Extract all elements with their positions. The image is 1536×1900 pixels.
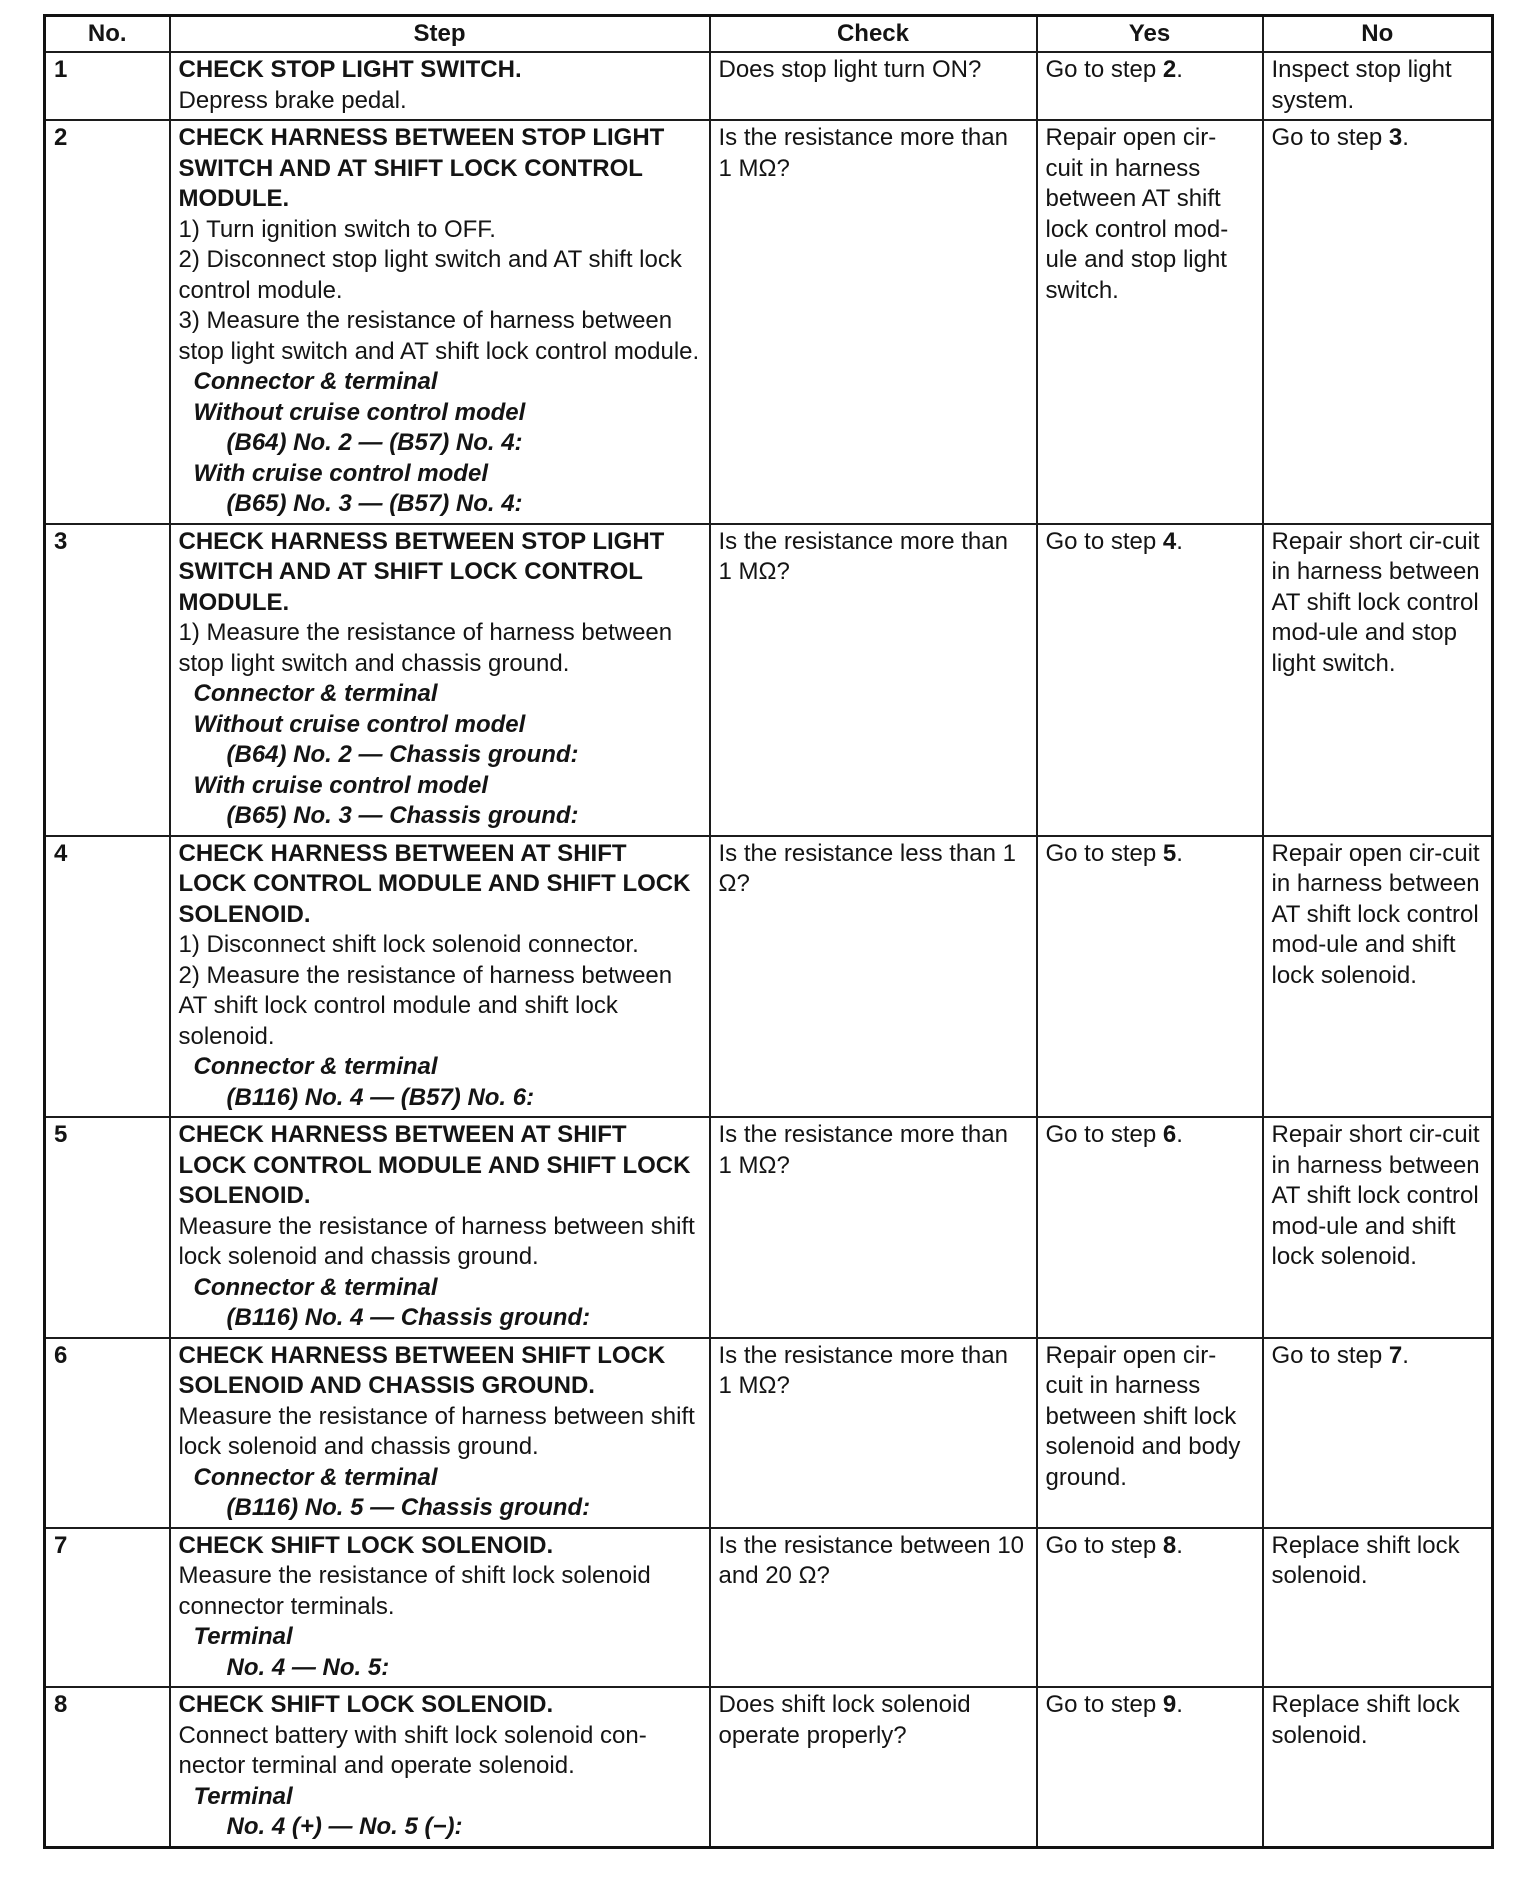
no-cell-text: Repair short cir-cuit in harness between AT shift lock control mod-ule and stop light switch. (1271, 527, 1480, 677)
step-title: CHECK HARNESS BETWEEN SHIFT LOCK SOLENOID AND CHASSIS GROUND. (178, 1341, 666, 1399)
step-instruction: 1) Measure the resistance of harness between stop light switch and chassis ground. (178, 619, 673, 677)
goto-step-number: 8 (1162, 1531, 1177, 1559)
no-cell-text: Go to step (1271, 1341, 1389, 1369)
no-cell (1263, 1528, 1493, 1688)
goto-suffix: . (1176, 1691, 1183, 1718)
step-number: 5 (45, 1117, 170, 1338)
step-number: 3 (45, 524, 170, 836)
connector-terminal-line: Connector & terminal (193, 1463, 438, 1491)
check-cell: Does shift lock solenoid operate properly? (710, 1687, 1037, 1847)
connector-terminal-line: Connector & terminal (193, 368, 438, 395)
step-instruction: Measure the resistance of shift lock solenoid connector terminals. (178, 1562, 651, 1620)
yes-cell-text: Go to step (1045, 1691, 1163, 1718)
yes-cell (1037, 1687, 1263, 1847)
no-cell-text: Replace shift lock solenoid. (1271, 1691, 1460, 1749)
connector-terminal-line: (B65) No. 3 — Chassis ground: (226, 802, 579, 829)
no-cell-text: Inspect stop light system. (1271, 56, 1452, 114)
goto-step-number: 3 (1388, 124, 1403, 151)
yes-cell (1037, 1528, 1263, 1688)
header-no-result: No (1263, 16, 1493, 53)
connector-terminal-line: (B116) No. 5 — Chassis ground: (226, 1494, 591, 1521)
yes-cell (1037, 1117, 1263, 1338)
step-title: CHECK HARNESS BETWEEN AT SHIFT LOCK CONTROL MODULE AND SHIFT LOCK SOLENOID. (178, 839, 691, 928)
connector-terminal-line: (B65) No. 3 — (B57) No. 4: (226, 490, 523, 517)
connector-terminal-line: No. 4 (+) — No. 5 (−): (226, 1813, 463, 1840)
step-title: CHECK HARNESS BETWEEN STOP LIGHT SWITCH AND AT SHIFT LOCK CONTROL MODULE. (178, 124, 665, 212)
connector-terminal-line: Without cruise control model (193, 710, 526, 738)
step-number: 6 (45, 1338, 170, 1528)
header-row (45, 16, 1493, 53)
check-cell: Is the resistance more than 1 MΩ? (710, 1117, 1037, 1338)
step-instruction: Depress brake pedal. (178, 86, 407, 114)
step-number: 1 (45, 52, 170, 120)
step-title: CHECK STOP LIGHT SWITCH. (178, 56, 522, 83)
step-cell (170, 120, 710, 524)
check-cell: Is the resistance less than 1 Ω? (710, 836, 1037, 1118)
step-title: CHECK HARNESS BETWEEN AT SHIFT LOCK CONTROL MODULE AND SHIFT LOCK SOLENOID. (178, 1121, 691, 1209)
step-number: 8 (45, 1687, 170, 1847)
goto-step-number: 9 (1162, 1691, 1177, 1718)
step-cell (170, 1687, 710, 1847)
yes-cell-text: Repair open cir-cuit in harness between AT shift lock control mod-ule and stop light switch. (1045, 124, 1229, 304)
goto-step-number: 2 (1162, 56, 1177, 83)
connector-terminal-line: (B64) No. 2 — (B57) No. 4: (226, 429, 523, 456)
step-number: 4 (45, 836, 170, 1118)
connector-terminal-line: Terminal (193, 1623, 293, 1650)
yes-cell-text: Repair open cir-cuit in harness between shift lock solenoid and body ground. (1045, 1341, 1241, 1491)
yes-cell (1037, 524, 1263, 836)
table-row (45, 1687, 1493, 1847)
table-row (45, 1528, 1493, 1688)
goto-suffix: . (1402, 124, 1409, 151)
yes-cell-text: Go to step (1045, 839, 1163, 867)
check-cell: Is the resistance more than 1 MΩ? (710, 120, 1037, 524)
step-title: CHECK SHIFT LOCK SOLENOID. (178, 1691, 554, 1718)
no-cell (1263, 524, 1493, 836)
table-row (45, 524, 1493, 836)
table-body (45, 52, 1493, 1847)
step-cell (170, 52, 710, 120)
header-check: Check (710, 16, 1037, 53)
no-cell (1263, 120, 1493, 524)
step-title: CHECK HARNESS BETWEEN STOP LIGHT SWITCH AND AT SHIFT LOCK CONTROL MODULE. (178, 527, 665, 616)
goto-suffix: . (1176, 1121, 1183, 1148)
yes-cell (1037, 1338, 1263, 1528)
step-title: CHECK SHIFT LOCK SOLENOID. (178, 1531, 554, 1559)
step-number: 2 (45, 120, 170, 524)
step-number: 7 (45, 1528, 170, 1688)
goto-step-number: 7 (1388, 1341, 1403, 1369)
goto-step-number: 6 (1162, 1121, 1177, 1148)
goto-suffix: . (1176, 839, 1183, 867)
step-instruction: Measure the resistance of harness between shift lock solenoid and chassis ground. (178, 1212, 695, 1270)
step-instruction: 1) Turn ignition switch to OFF. (178, 215, 496, 243)
connector-terminal-line: (B64) No. 2 — Chassis ground: (226, 741, 579, 768)
yes-cell (1037, 52, 1263, 120)
goto-step-number: 5 (1162, 839, 1177, 867)
no-cell (1263, 52, 1493, 120)
goto-suffix: . (1176, 56, 1183, 83)
yes-cell (1037, 120, 1263, 524)
goto-step-number: 4 (1162, 527, 1177, 555)
yes-cell-text: Go to step (1045, 1531, 1163, 1559)
step-cell (170, 524, 710, 836)
no-cell-text: Replace shift lock solenoid. (1271, 1531, 1460, 1589)
connector-terminal-line: Connector & terminal (193, 680, 438, 707)
no-cell (1263, 1117, 1493, 1338)
diagnosis-table-wrapper (43, 14, 1491, 1849)
yes-cell (1037, 836, 1263, 1118)
table-row (45, 120, 1493, 524)
no-cell-text: Repair short cir-cuit in harness between AT shift lock control mod-ule and shift lock solenoid. (1271, 1121, 1480, 1270)
check-cell: Does stop light turn ON? (710, 52, 1037, 120)
step-instruction: 1) Disconnect shift lock solenoid connector. (178, 931, 639, 958)
header-yes: Yes (1037, 16, 1263, 53)
step-instruction: 2) Disconnect stop light switch and AT shift lock control module. (178, 246, 682, 304)
step-instruction: 2) Measure the resistance of harness between AT shift lock control module and shift lock solenoid. (178, 961, 673, 1050)
table-row (45, 836, 1493, 1118)
no-cell (1263, 1687, 1493, 1847)
connector-terminal-line: (B116) No. 4 — (B57) No. 6: (226, 1083, 535, 1111)
step-cell (170, 1338, 710, 1528)
header-step: Step (170, 16, 710, 53)
table-row (45, 1338, 1493, 1528)
no-cell (1263, 836, 1493, 1118)
yes-cell-text: Go to step (1045, 1121, 1163, 1148)
yes-cell-text: Go to step (1045, 56, 1163, 83)
connector-terminal-line: Without cruise control model (193, 398, 526, 426)
goto-suffix: . (1402, 1341, 1409, 1369)
header-no: No. (45, 16, 170, 53)
connector-terminal-line: With cruise control model (193, 459, 488, 487)
no-cell-text: Repair open cir-cuit in harness between AT shift lock control mod-ule and shift lock solenoid. (1271, 839, 1480, 989)
table-row (45, 52, 1493, 120)
connector-terminal-line: (B116) No. 4 — Chassis ground: (226, 1304, 591, 1331)
no-cell (1263, 1338, 1493, 1528)
step-cell (170, 836, 710, 1118)
step-instruction: Connect battery with shift lock solenoid con-nector terminal and operate solenoid. (178, 1721, 647, 1779)
step-instruction: 3) Measure the resistance of harness between stop light switch and AT shift lock control module. (178, 307, 700, 365)
connector-terminal-line: Terminal (193, 1782, 293, 1810)
connector-terminal-line: No. 4 — No. 5: (226, 1653, 390, 1681)
diagnosis-table (43, 14, 1494, 1849)
no-cell-text: Go to step (1271, 124, 1389, 151)
step-cell (170, 1117, 710, 1338)
step-cell (170, 1528, 710, 1688)
check-cell: Is the resistance between 10 and 20 Ω? (710, 1528, 1037, 1688)
connector-terminal-line: Connector & terminal (193, 1053, 438, 1080)
goto-suffix: . (1176, 527, 1183, 555)
step-instruction: Measure the resistance of harness between shift lock solenoid and chassis ground. (178, 1402, 695, 1460)
check-cell: Is the resistance more than 1 MΩ? (710, 524, 1037, 836)
connector-terminal-line: Connector & terminal (193, 1273, 438, 1301)
goto-suffix: . (1176, 1531, 1183, 1559)
connector-terminal-line: With cruise control model (193, 771, 488, 799)
yes-cell-text: Go to step (1045, 527, 1163, 555)
table-row (45, 1117, 1493, 1338)
check-cell: Is the resistance more than 1 MΩ? (710, 1338, 1037, 1528)
